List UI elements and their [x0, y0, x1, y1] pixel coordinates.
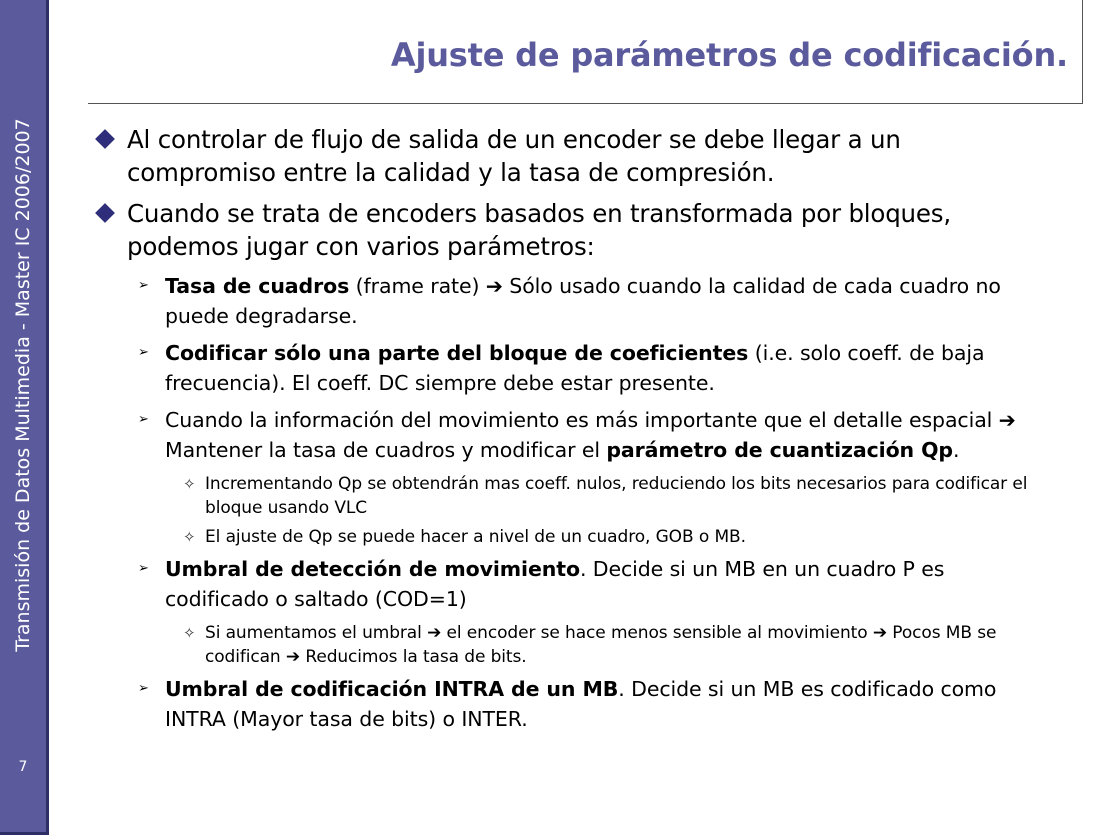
text: Sólo usado cuando la calidad de cada cuadro no puede degradarse.: [165, 274, 1001, 328]
arrowhead-bullet-icon: ➢: [138, 681, 149, 696]
sub-sub-bullet: [94, 525, 1054, 549]
bullet-text: Cuando se trata de encoders basados en transformada por bloques, podemos jugar con varios parámetros:: [127, 199, 951, 261]
title-frame: [88, 0, 1083, 104]
sidebar: [0, 0, 49, 835]
bold-term: Umbral de detección de movimiento: [165, 557, 580, 581]
right-arrow-icon: ➔: [998, 408, 1016, 432]
text: Mantener la tasa de cuadros y modificar el: [165, 438, 607, 462]
slide-title: Ajuste de parámetros de codificación.: [390, 36, 1068, 74]
text: Cuando la información del movimiento es más importante que el detalle espacial: [165, 408, 999, 432]
sub-bullet-partial: [94, 338, 1054, 398]
page-number: 7: [18, 759, 28, 775]
text: . Decide si un MB en un cuadro P es codificado o saltado (COD=1): [165, 557, 945, 611]
slide-content: [94, 123, 1054, 741]
star-bullet-icon: ✧: [183, 624, 196, 642]
arrowhead-bullet-icon: ➢: [138, 278, 149, 293]
star-bullet-icon: ✧: [183, 528, 196, 546]
text: (frame rate): [349, 274, 486, 298]
text: Incrementando Qp se obtendrán mas coeff. nulos, reduciendo los bits necesarios para codificar el bloque usando VLC: [205, 474, 1028, 518]
right-arrow-icon: ➔: [285, 647, 301, 667]
bullet-item: [94, 123, 1054, 189]
right-arrow-icon: ➔: [485, 274, 503, 298]
bold-term: Codificar sólo una parte del bloque de coeficientes: [165, 341, 749, 365]
sub-bullet-framerate: [94, 271, 1054, 331]
arrowhead-bullet-icon: ➢: [138, 412, 149, 427]
text: el encoder se hace menos sensible al movimiento: [441, 623, 873, 643]
text: Pocos MB se codifican: [205, 623, 997, 667]
right-arrow-icon: ➔: [427, 623, 442, 643]
text: Reducimos la tasa de bits.: [300, 647, 527, 667]
diamond-bullet-icon: [95, 129, 115, 149]
sub-sub-bullet: [94, 472, 1054, 520]
bullet-item: [94, 197, 1054, 263]
sub-sub-bullet: [94, 621, 1054, 669]
text: . Decide si un MB es codificado como INTRA (Mayor tasa de bits) o INTER.: [165, 677, 997, 731]
text: .: [952, 438, 960, 462]
sub-bullet-motion: [94, 405, 1054, 465]
sub-bullet-intra: [94, 674, 1054, 734]
bold-term: parámetro de cuantización Qp: [606, 438, 953, 462]
diamond-bullet-icon: [95, 203, 115, 223]
right-arrow-icon: ➔: [872, 623, 887, 643]
text: Si aumentamos el umbral: [205, 623, 428, 643]
star-bullet-icon: ✧: [183, 475, 196, 493]
bold-term: Umbral de codificación INTRA de un MB: [165, 677, 619, 701]
bullet-text: Al controlar de flujo de salida de un encoder se debe llegar a un compromiso entre la calidad y la tasa de compresión.: [127, 125, 901, 187]
sub-bullet-threshold: [94, 554, 1054, 614]
text: El ajuste de Qp se puede hacer a nivel de un cuadro, GOB o MB.: [205, 527, 746, 547]
text: (i.e. solo coeff. de baja frecuencia). El coeff. DC siempre debe estar presente.: [165, 341, 985, 395]
course-title: Transmisión de Datos Multimedia - Master IC 2006/2007: [12, 118, 34, 652]
arrowhead-bullet-icon: ➢: [138, 561, 149, 576]
bold-term: Tasa de cuadros: [165, 274, 350, 298]
arrowhead-bullet-icon: ➢: [138, 345, 149, 360]
